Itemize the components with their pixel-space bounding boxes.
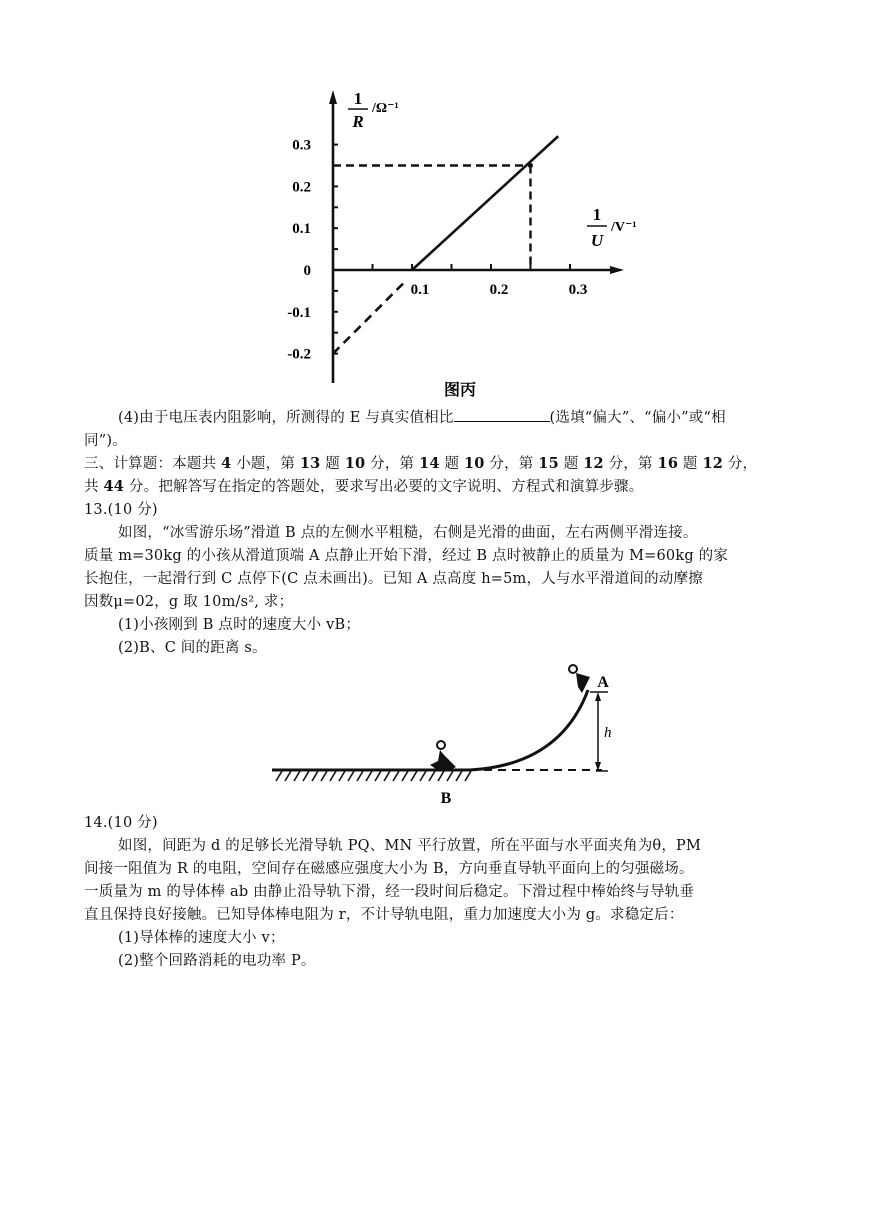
text-run: 共 xyxy=(84,479,104,495)
y-tick-label: 0 xyxy=(303,263,311,279)
q14-line: 直且保持良好接触。已知导体棒电阻为 r，不计导轨电阻，重力加速度大小为 g。求稳定后： xyxy=(84,907,684,923)
hatch-mark xyxy=(429,771,435,781)
parent-icon xyxy=(430,741,456,769)
child-icon xyxy=(569,665,590,693)
y-tick-label: 0.1 xyxy=(292,221,311,238)
hatch-mark xyxy=(465,771,471,781)
svg-text:/V⁻¹: /V⁻¹ xyxy=(611,220,637,235)
text-run: 分，第 xyxy=(484,456,539,472)
hatch-mark xyxy=(348,771,354,781)
svg-text:1: 1 xyxy=(353,89,363,108)
label-a: A xyxy=(597,674,609,691)
q4-line-1 xyxy=(118,407,804,429)
text-run: 分，第 xyxy=(365,456,420,472)
q4-text: (4)由于电压表内阻影响，所测得的 E 与真实值相比 xyxy=(118,410,454,426)
text-run: 三、计算题：本题共 xyxy=(84,456,222,472)
graph-1-over-r-vs-1-over-u xyxy=(0,0,869,400)
q13-line: 如图，“冰雪游乐场”滑道 B 点的左侧水平粗糙，右侧是光滑的曲面，左右两侧平滑连接。 xyxy=(118,525,698,541)
bold-number: 13 xyxy=(299,455,321,472)
bold-number: 10 xyxy=(344,455,366,472)
text-run: 题 xyxy=(678,456,703,472)
hatch-mark xyxy=(375,771,381,781)
q14-header: 14.(10 分) xyxy=(84,815,158,831)
bold-number: 12 xyxy=(702,455,724,472)
y-tick-label: -0.1 xyxy=(287,304,311,321)
q13-sub-2: (2)B、C 间的距离 s。 xyxy=(118,640,267,656)
svg-text:1: 1 xyxy=(592,205,602,224)
reference-point xyxy=(528,163,533,168)
series-extrapolation xyxy=(333,283,404,354)
bold-number: 14 xyxy=(419,455,440,472)
hatch-mark xyxy=(393,771,399,781)
hatch-mark xyxy=(357,771,363,781)
svg-text:R: R xyxy=(352,112,364,131)
hatch-mark xyxy=(402,771,408,781)
hatch-mark xyxy=(456,771,462,781)
q14-sub-1: (1)导体棒的速度大小 v； xyxy=(118,930,285,946)
y-tick-label: -0.2 xyxy=(287,346,311,363)
svg-text:U: U xyxy=(590,231,604,250)
q14-line: 一质量为 m 的导体棒 ab 由静止沿导轨下滑，经一段时间后稳定。下滑过程中棒始终与导轨垂 xyxy=(84,884,695,900)
series-measured xyxy=(412,136,558,270)
text-run: 分， xyxy=(723,456,758,472)
answer-blank[interactable] xyxy=(454,407,550,422)
q13-line: 因数μ=02，g 取 10m/s², 求； xyxy=(84,594,294,610)
hatch-mark xyxy=(321,771,327,781)
bold-number: 44 xyxy=(103,478,125,495)
q14-line: 如图，间距为 d 的足够长光滑导轨 PQ、MN 平行放置，所在平面与水平面夹角为θ，PM xyxy=(118,838,702,854)
text-run: 题 xyxy=(320,456,345,472)
y-tick-label: 0.3 xyxy=(292,137,311,154)
q13-sub-1: (1)小孩刚到 B 点时的速度大小 vB； xyxy=(118,617,361,633)
bold-number: 15 xyxy=(538,455,559,472)
q4-line-2: 同”)。 xyxy=(84,433,127,449)
y-tick-label: 0.2 xyxy=(292,179,311,196)
curved-slide xyxy=(470,690,588,770)
chart-title: 图丙 xyxy=(443,382,477,399)
q14-line: 间接一阻值为 R 的电阻，空间存在磁感应强度大小为 B，方向垂直导轨平面向上的匀强磁场。 xyxy=(84,861,694,877)
y-axis-arrow xyxy=(329,90,337,104)
hatch-mark xyxy=(420,771,426,781)
hatch-mark xyxy=(285,771,291,781)
hatch-mark xyxy=(384,771,390,781)
hatch-mark xyxy=(447,771,453,781)
q13-header: 13.(10 分) xyxy=(84,502,158,518)
bold-number: 10 xyxy=(463,455,485,472)
q14-sub-2: (2)整个回路消耗的电功率 P。 xyxy=(118,953,316,969)
hatch-mark xyxy=(411,771,417,781)
svg-text:/Ω⁻¹: /Ω⁻¹ xyxy=(372,101,399,116)
x-tick-label: 0.2 xyxy=(489,282,509,298)
section-3-line-1 xyxy=(84,453,804,475)
x-tick-label: 0.3 xyxy=(568,282,588,298)
label-b: B xyxy=(440,790,452,807)
text-run: 小题，第 xyxy=(231,456,300,472)
hatch-mark xyxy=(339,771,345,781)
q4-options: (选填“偏大”、“偏小”或“相 xyxy=(549,410,726,426)
x-axis-label xyxy=(587,205,637,250)
slide-diagram xyxy=(0,655,869,815)
x-tick-label: 0.1 xyxy=(410,282,430,298)
hatch-mark xyxy=(276,771,282,781)
bold-number: 16 xyxy=(657,455,679,472)
text-run: 题 xyxy=(558,456,584,472)
hatch-mark xyxy=(330,771,336,781)
section-3-line-2 xyxy=(84,476,804,498)
hatch-mark xyxy=(366,771,372,781)
ground-hatching xyxy=(276,771,471,781)
text-run: 分。把解答写在指定的答题处，要求写出必要的文字说明、方程式和演算步骤。 xyxy=(124,479,644,495)
bold-number: 12 xyxy=(583,455,604,472)
y-axis-label xyxy=(348,89,399,131)
text-run: 题 xyxy=(439,456,464,472)
label-h: h xyxy=(604,725,612,741)
hatch-mark xyxy=(294,771,300,781)
hatch-mark xyxy=(303,771,309,781)
x-axis-arrow xyxy=(610,266,624,274)
hatch-mark xyxy=(312,771,318,781)
q13-line: 质量 m=30kg 的小孩从滑道顶端 A 点静止开始下滑，经过 B 点时被静止的质量为 M=60kg 的家 xyxy=(84,548,729,564)
bold-number: 4 xyxy=(221,455,232,472)
text-run: 分，第 xyxy=(603,456,658,472)
q13-line: 长抱住，一起滑行到 C 点停下(C 点未画出)。已知 A 点高度 h=5m，人与水平滑道间的动摩擦 xyxy=(84,571,703,587)
hatch-mark xyxy=(438,771,444,781)
